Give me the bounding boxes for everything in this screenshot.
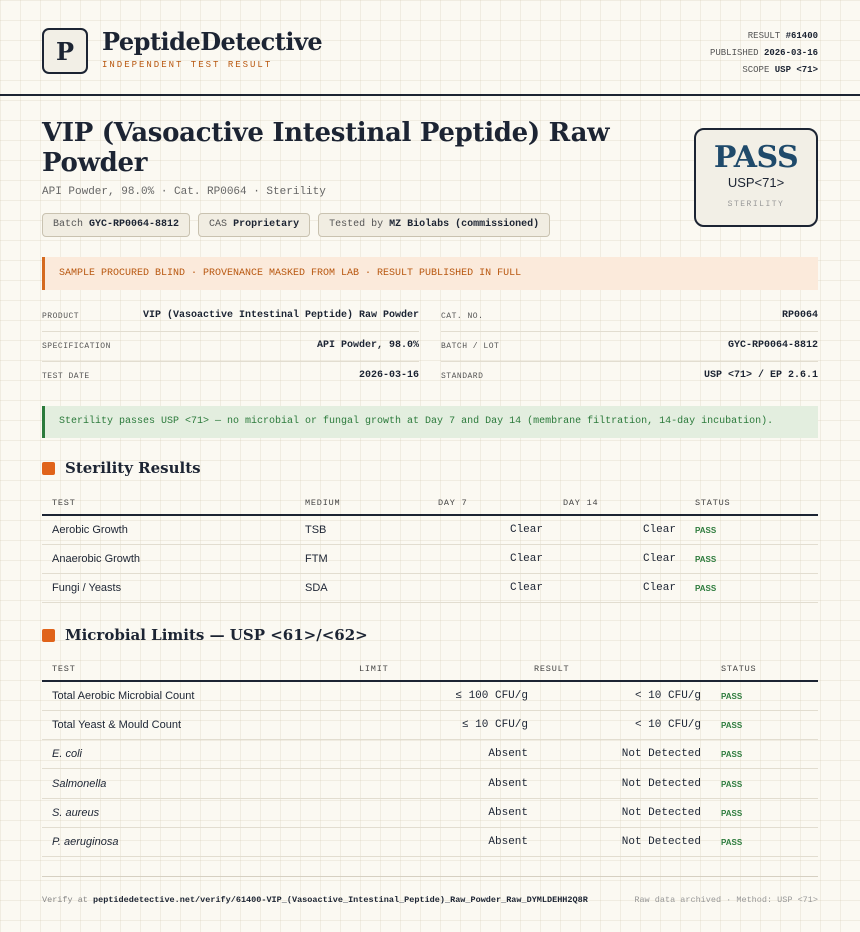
col-day14: DAY 14: [563, 498, 599, 508]
table-row: [42, 516, 818, 545]
info-value: VIP (Vasoactive Intestinal Peptide) Raw Powder: [142, 310, 419, 321]
cell-test: Total Aerobic Microbial Count: [52, 690, 195, 702]
tested-by-chip: [318, 213, 550, 237]
cell-limit: Absent: [488, 836, 528, 848]
info-value: USP <71> / EP 2.6.1: [703, 370, 818, 381]
cell-result: Not Detected: [621, 778, 701, 790]
cell-day7: Clear: [509, 524, 543, 536]
info-row-specification: [42, 332, 419, 362]
cell-day7: Clear: [509, 582, 543, 594]
cell-test: Anaerobic Growth: [52, 553, 141, 565]
chip-value: Proprietary: [233, 219, 300, 230]
status-badge: PASS: [695, 555, 717, 564]
status-badge: PASS: [721, 750, 743, 759]
col-test: TEST: [52, 664, 76, 674]
verify-line: [42, 895, 588, 905]
cell-result: Not Detected: [621, 807, 701, 819]
col-limit: LIMIT: [359, 664, 389, 674]
logo-mark: P: [42, 28, 88, 74]
cell-limit: Absent: [488, 807, 528, 819]
microbial-title: Microbial Limits — USP <61>/<62>: [65, 626, 368, 644]
cell-test: Fungi / Yeasts: [52, 582, 122, 594]
cell-medium: FTM: [305, 553, 328, 565]
published-label: PUBLISHED: [709, 48, 759, 58]
batch-chip: [42, 213, 190, 237]
microbial-section-head: [42, 626, 368, 644]
product-subtitle: API Powder, 98.0% · Cat. RP0064 · Sterility: [42, 186, 326, 198]
cell-test: E. coli: [52, 748, 82, 760]
pass-result: PASS: [713, 140, 799, 175]
info-label: BATCH / LOT: [441, 342, 500, 351]
table-row: [42, 770, 818, 799]
report-header: [0, 0, 860, 96]
info-label: PRODUCT: [42, 312, 80, 321]
col-day7: DAY 7: [438, 498, 468, 508]
status-badge: PASS: [721, 692, 743, 701]
chip-value: MZ Biolabs (commissioned): [389, 219, 540, 230]
chip-value: GYC-RP0064-8812: [89, 219, 180, 230]
pass-kind: STERILITY: [727, 200, 785, 209]
table-row: [42, 799, 818, 828]
cas-chip: [198, 213, 310, 237]
cell-limit: Absent: [488, 748, 528, 760]
info-row-batch-lot: [441, 332, 818, 362]
cell-test: Aerobic Growth: [52, 524, 128, 536]
scope-value: USP <71>: [774, 65, 818, 75]
col-test: TEST: [52, 498, 76, 508]
microbial-header-row: [42, 656, 818, 682]
cell-medium: SDA: [305, 582, 328, 594]
info-label: STANDARD: [441, 372, 484, 381]
chip-label: Tested by: [329, 219, 384, 230]
info-label: SPECIFICATION: [42, 342, 111, 351]
brand-name: PeptideDetective: [102, 27, 323, 56]
report-footer: [42, 876, 818, 916]
cell-result: < 10 CFU/g: [634, 690, 701, 702]
cell-day7: Clear: [509, 553, 543, 565]
col-status: STATUS: [721, 664, 757, 674]
published-date: 2026-03-16: [763, 48, 818, 58]
table-row: [42, 828, 818, 857]
info-row-test-date: [42, 362, 419, 392]
result-label: RESULT: [747, 31, 781, 41]
pass-scope: USP<71>: [727, 175, 785, 190]
table-row: [42, 545, 818, 574]
info-value: API Powder, 98.0%: [316, 340, 419, 351]
chip-label: CAS: [209, 219, 228, 230]
scope-label: SCOPE: [742, 65, 770, 75]
verify-link[interactable]: peptidedetective.net/verify/61400-VIP_(Vasoactive_Intestinal_Peptide)_Raw_Powder_Raw_DYMLDEHH2Q8R: [93, 895, 588, 905]
info-label: CAT. NO.: [441, 312, 484, 321]
cell-test: S. aureus: [52, 807, 100, 819]
cell-test: P. aeruginosa: [52, 836, 119, 848]
cell-result: Not Detected: [621, 836, 701, 848]
verify-prefix: Verify at: [42, 895, 88, 905]
report-meta: [710, 28, 818, 79]
archive-note: Raw data archived · Method: USP <71>: [634, 895, 818, 905]
sterility-title: Sterility Results: [65, 459, 201, 477]
cell-day14: Clear: [642, 524, 676, 536]
sterility-section-head: [42, 459, 201, 477]
status-badge: PASS: [721, 721, 743, 730]
result-id-line: [710, 28, 818, 45]
chip-label: Batch: [53, 219, 84, 230]
table-row: [42, 574, 818, 603]
info-row-product: [42, 302, 419, 332]
col-status: STATUS: [695, 498, 731, 508]
scope-line: [710, 62, 818, 79]
cell-day14: Clear: [642, 553, 676, 565]
cell-test: Total Yeast & Mould Count: [52, 719, 182, 731]
col-medium: MEDIUM: [305, 498, 341, 508]
cell-day14: Clear: [642, 582, 676, 594]
info-value: GYC-RP0064-8812: [727, 340, 818, 351]
pass-badge: [694, 128, 818, 227]
table-row: [42, 740, 818, 769]
cell-limit: ≤ 100 CFU/g: [455, 690, 528, 702]
info-row-standard: [441, 362, 818, 392]
result-id: #61400: [785, 31, 818, 41]
status-badge: PASS: [695, 584, 717, 593]
page-title: VIP (Vasoactive Intestinal Peptide) Raw Powder: [42, 118, 610, 178]
verdict-banner: Sterility passes USP <71> — no microbial or fungal growth at Day 7 and Day 14 (membrane filtration, 14-day incubation).: [42, 406, 818, 438]
section-marker-icon: [42, 462, 55, 475]
cell-result: Not Detected: [621, 748, 701, 760]
info-row-cat-no: [441, 302, 818, 332]
info-label: TEST DATE: [42, 372, 90, 381]
cell-test: Salmonella: [52, 778, 107, 790]
cell-limit: ≤ 10 CFU/g: [461, 719, 528, 731]
cell-limit: Absent: [488, 778, 528, 790]
col-result: RESULT: [534, 664, 570, 674]
info-value: RP0064: [781, 310, 818, 321]
table-row: [42, 682, 818, 711]
status-badge: PASS: [721, 809, 743, 818]
status-badge: PASS: [721, 838, 743, 847]
cell-result: < 10 CFU/g: [634, 719, 701, 731]
published-line: [710, 45, 818, 62]
procurement-notice: SAMPLE PROCURED BLIND · PROVENANCE MASKED FROM LAB · RESULT PUBLISHED IN FULL: [42, 257, 818, 290]
sterility-header-row: [42, 490, 818, 516]
info-value: 2026-03-16: [358, 370, 419, 381]
section-marker-icon: [42, 629, 55, 642]
status-badge: PASS: [721, 780, 743, 789]
table-row: [42, 711, 818, 740]
brand-tagline: INDEPENDENT TEST RESULT: [102, 60, 273, 70]
status-badge: PASS: [695, 526, 717, 535]
cell-medium: TSB: [305, 524, 327, 536]
product-chips: [42, 213, 550, 237]
